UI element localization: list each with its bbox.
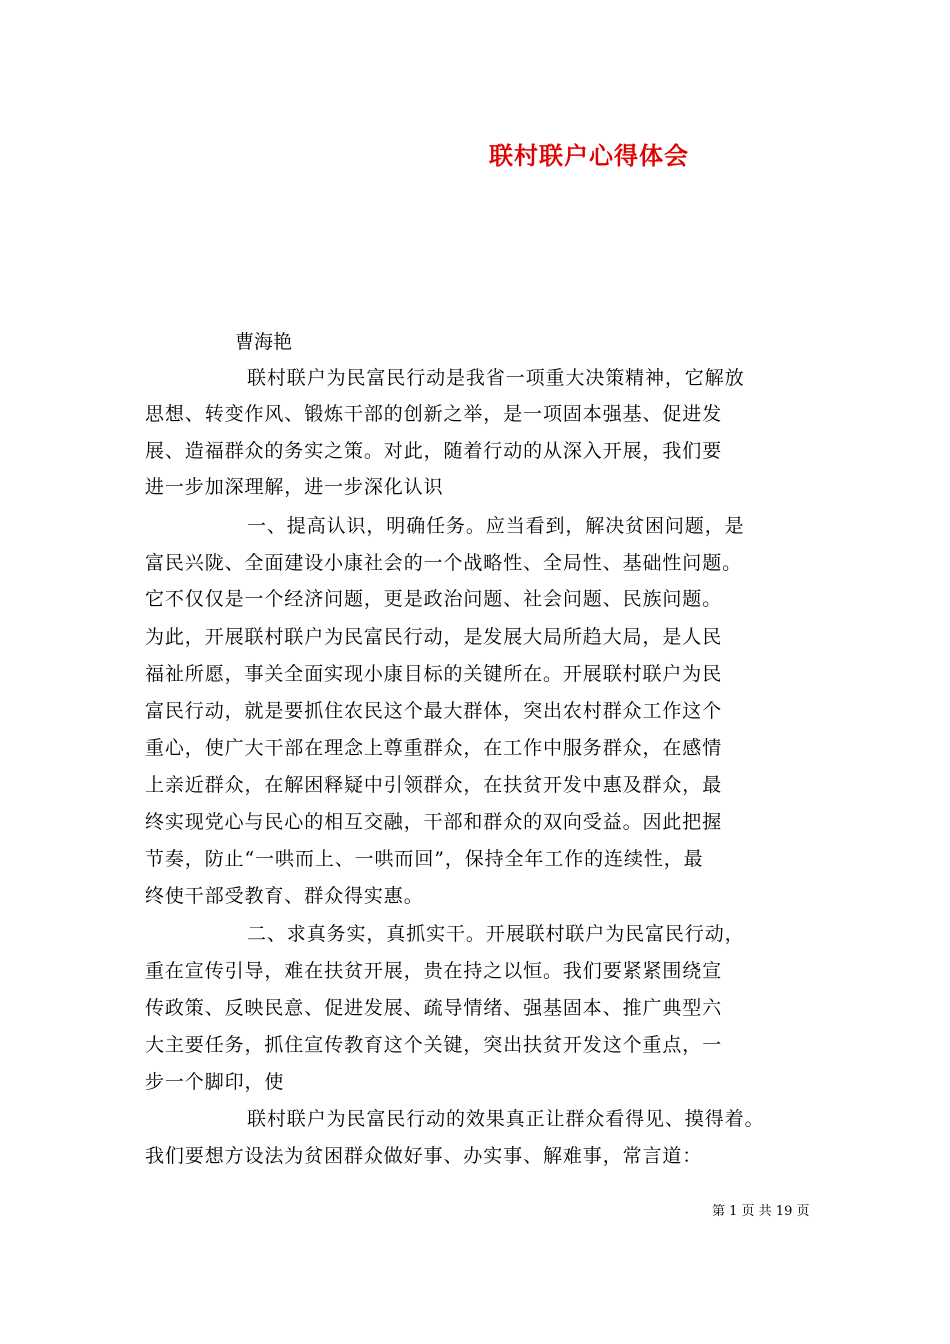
body-line: 上亲近群众，在解困释疑中引领群众，在扶贫开发中惠及群众，最: [145, 774, 723, 796]
page-number-footer: 第 1 页 共 19 页: [712, 1204, 810, 1219]
body-line: 重在宣传引导，难在扶贫开展，贵在持之以恒。我们要紧紧围绕宣: [145, 960, 723, 982]
body-line: 它不仅仅是一个经济问题，更是政治问题、社会问题、民族问题。: [145, 588, 723, 610]
body-line: 福祉所愿，事关全面实现小康目标的关键所在。开展联村联户为民: [145, 663, 723, 685]
body-line: 我们要想方设法为贫困群众做好事、办实事、解难事，常言道：: [145, 1145, 703, 1167]
body-line: 思想、转变作风、锻炼干部的创新之举，是一项固本强基、促进发: [145, 403, 723, 425]
body-line: 终使干部受教育、群众得实惠。: [145, 885, 424, 907]
body-line: 大主要任务，抓住宣传教育这个关键，突出扶贫开发这个重点，一: [145, 1034, 723, 1056]
body-line: 为此，开展联村联户为民富民行动，是发展大局所趋大局，是人民: [145, 626, 723, 648]
body-line: 传政策、反映民意、促进发展、疏导情绪、强基固本、推广典型六: [145, 997, 723, 1019]
document-title: 联村联户心得体会: [489, 141, 689, 170]
body-line: 二、求真务实，真抓实干。开展联村联户为民富民行动，: [247, 923, 745, 945]
body-line: 终实现党心与民心的相互交融，干部和群众的双向受益。因此把握: [145, 811, 723, 833]
author-name: 曹海艳: [235, 331, 293, 353]
body-line: 展、造福群众的务实之策。对此，随着行动的从深入开展，我们要: [145, 440, 723, 462]
body-line: 步一个脚印，使: [145, 1071, 285, 1093]
body-line: 节奏，防止“一哄而上、一哄而回”，保持全年工作的连续性，最: [145, 848, 704, 870]
body-line: 联村联户为民富民行动是我省一项重大决策精神，它解放: [247, 367, 745, 389]
body-line: 联村联户为民富民行动的效果真正让群众看得见、摸得着。: [247, 1108, 765, 1130]
body-line: 重心，使广大干部在理念上尊重群众，在工作中服务群众，在感情: [145, 737, 723, 759]
body-line: 富民兴陇、全面建设小康社会的一个战略性、全局性、基础性问题。: [145, 552, 743, 574]
body-line: 一、提高认识，明确任务。应当看到，解决贫困问题，是: [247, 515, 745, 537]
body-line: 富民行动，就是要抓住农民这个最大群体，突出农村群众工作这个: [145, 700, 723, 722]
body-line: 进一步加深理解，进一步深化认识: [145, 476, 444, 498]
